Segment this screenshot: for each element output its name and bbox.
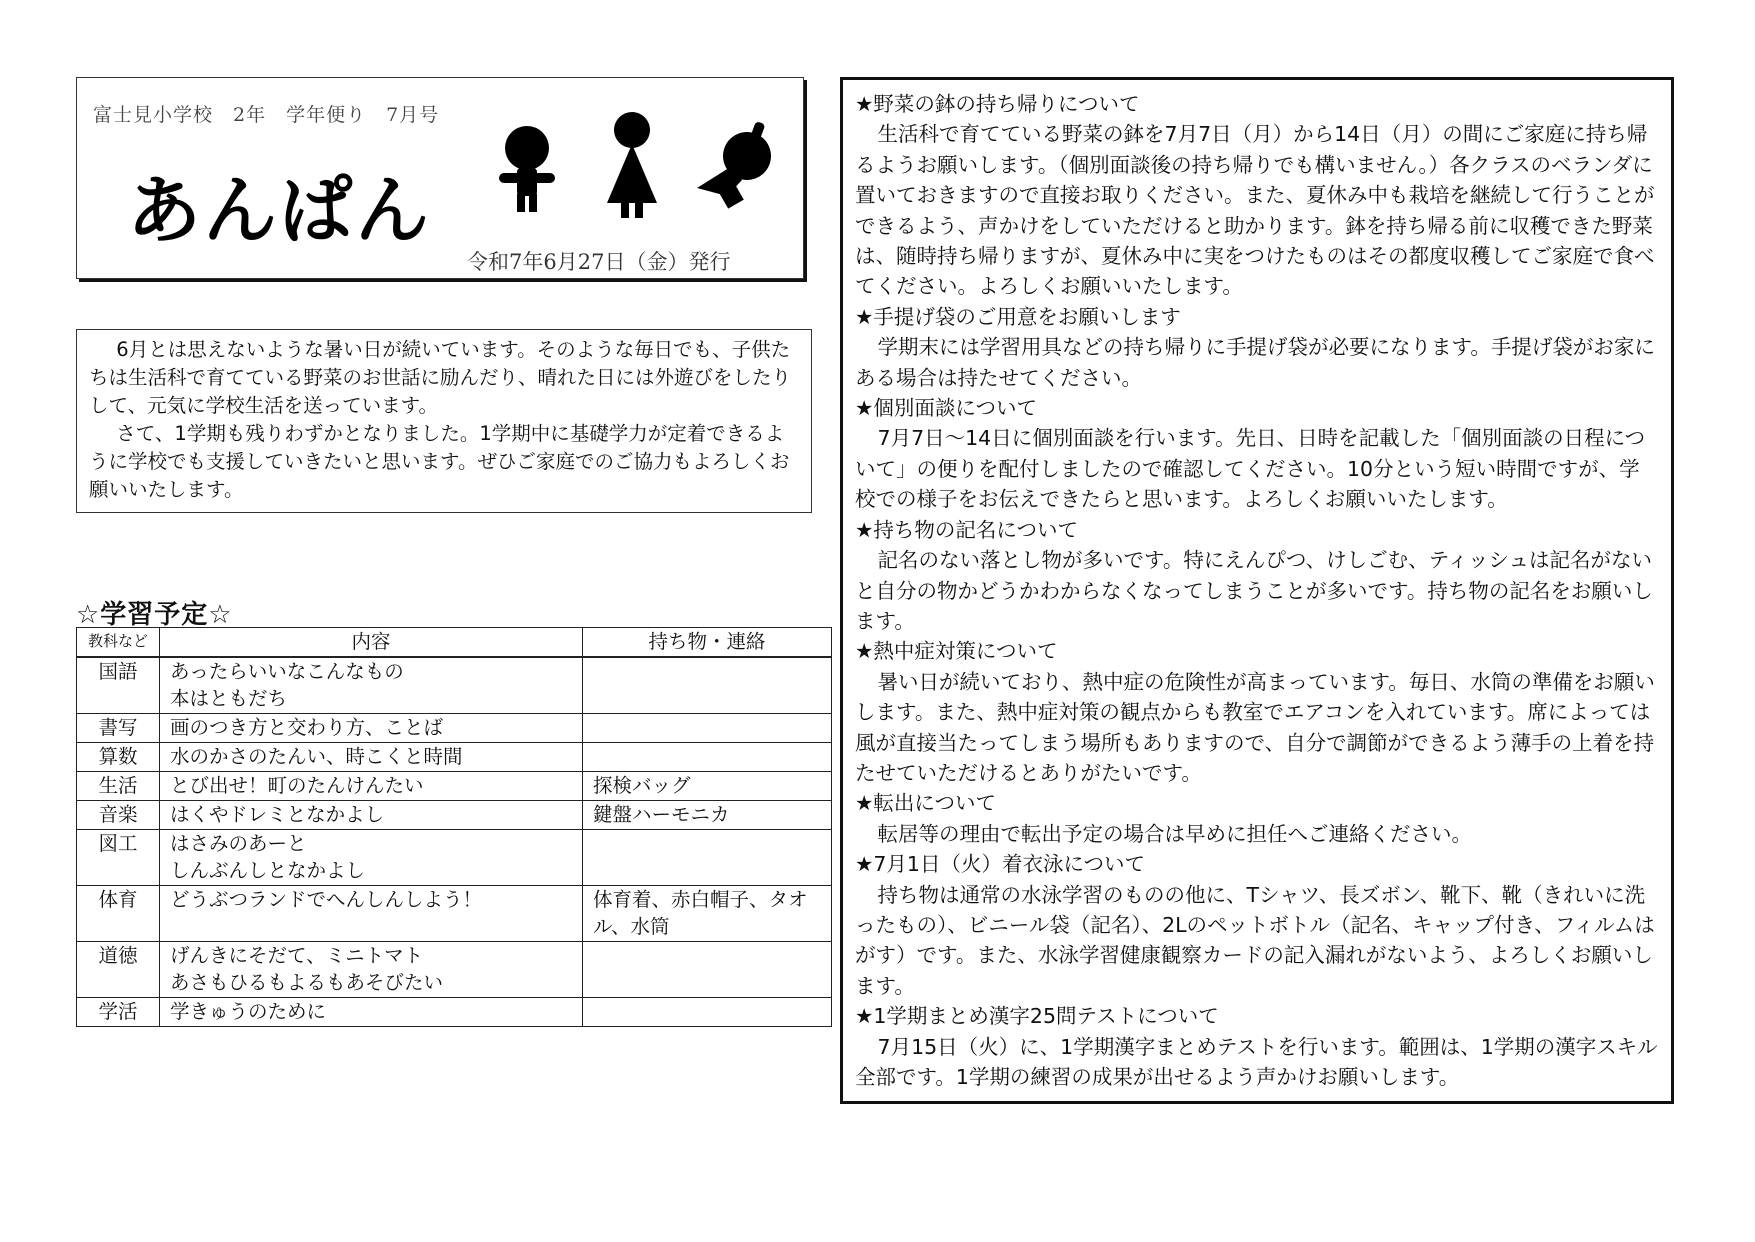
notice-heading: ★1学期まとめ漢字25問テストについて <box>855 1004 1219 1029</box>
content-cell <box>159 829 582 885</box>
header-subject: 教科など <box>77 628 160 658</box>
content-cell <box>159 713 582 742</box>
content-line: 本はともだち <box>169 687 287 710</box>
notices-panel <box>840 77 1674 1104</box>
notice-body: 7月7日～14日に個別面談を行います。先日、日時を記載した「個別面談の日程について」の便りを配付しましたので確認してください。10分という短い時間ですが、学校での様子をお伝えできたらと思います。よろしくお願いいたします。 <box>855 426 1646 512</box>
subject-cell: 体育 <box>77 885 160 941</box>
greeting-box <box>76 329 812 513</box>
header-content: 内容 <box>159 628 582 658</box>
items-cell: 探検バッグ <box>583 771 832 800</box>
content-line: どうぶつランドでへんしんしよう！ <box>169 887 482 911</box>
content-cell <box>159 771 582 800</box>
content-cell <box>159 657 582 713</box>
content-cell <box>159 742 582 771</box>
table-row <box>77 771 832 800</box>
greeting-paragraph: さて、1学期も残りわずかとなりました。1学期中に基礎学力が定着できるように学校でも支援していきたいと思います。ぜひご家庭でのご協力もよろしくお願いいたします。 <box>89 422 790 501</box>
items-cell <box>583 941 832 997</box>
header-items: 持ち物・連絡 <box>583 628 832 658</box>
subject-cell: 生活 <box>77 771 160 800</box>
content-cell <box>159 885 582 941</box>
notice-body: 7月15日（火）に、1学期漢字まとめテストを行います。範囲は、1学期の漢字スキル全部です。1学期の練習の成果が出せるよう声かけお願いします。 <box>855 1034 1658 1089</box>
notice-body: 暑い日が続いており、熱中症の危険性が高まっています。毎日、水筒の準備をお願いします。また、熱中症対策の観点からも教室でエアコンを入れています。席によっては風が直接当たってしまう場所もありますので、自分で調節ができるよう薄手の上着を持たせていただけるとありがたいです。 <box>855 669 1655 785</box>
items-cell <box>583 713 832 742</box>
notice-heading: ★手提げ袋のご用意をお願いします <box>855 304 1181 329</box>
notice-body: 生活科で育てている野菜の鉢を7月7日（月）から14日（月）の間にご家庭に持ち帰るようお願いします。（個別面談後の持ち帰りでも構いません。）各クラスのベランダに置いておきますので直接お取りください。また、夏休み中も栽培を継続して行うことができるよう、声かけをしていただけると助かります。鉢を持ち帰る前に収穫できた野菜は、随時持ち帰りますが、夏休み中に実をつけたものはその都度収穫してご家庭で食べてください。よろしくお願いいたします。 <box>855 122 1655 299</box>
table-row <box>77 829 832 885</box>
content-line: あさもひるもよるもあそびたい <box>169 970 443 994</box>
content-line: 学きゅうのために <box>169 999 326 1023</box>
subject-cell: 国語 <box>77 657 160 713</box>
notice-heading: ★転出について <box>855 791 996 816</box>
table-row <box>77 997 832 1026</box>
notice-heading: ★7月1日（火）着衣泳について <box>855 852 1146 877</box>
content-cell <box>159 941 582 997</box>
subject-cell: 図工 <box>77 829 160 885</box>
character-silhouette-3 <box>692 116 787 216</box>
content-line: はくやドレミとなかよし <box>169 802 385 826</box>
content-cell <box>159 997 582 1026</box>
notice-body: 学期末には学習用具などの持ち帰りに手提げ袋が必要になります。手提げ袋がお家にある場合は持たせてください。 <box>855 335 1655 390</box>
items-cell <box>583 997 832 1026</box>
notice-body: 転居等の理由で転出予定の場合は早めに担任へご連絡ください。 <box>877 821 1473 846</box>
content-line: しんぶんしとなかよし <box>169 858 365 882</box>
notice-body: 記名のない落とし物が多いです。特にえんぴつ、けしごむ、ティッシュは記名がないと自分の物かどうかわからなくなってしまうことが多いです。持ち物の記名をお願いします。 <box>855 548 1653 633</box>
content-line: あったらいいなこんなもの <box>169 660 404 683</box>
content-line: げんきにそだて、ミニトマト <box>169 943 424 967</box>
items-cell <box>583 829 832 885</box>
issue-date: 令和7年6月27日（金）発行 <box>467 250 731 274</box>
notice-heading: ★個別面談について <box>855 396 1037 421</box>
subject-cell: 算数 <box>77 742 160 771</box>
content-line: とび出せ！町のたんけんたい <box>169 773 424 797</box>
content-line: はさみのあーと <box>169 831 307 855</box>
notice-body: 持ち物は通常の水泳学習のものの他に、Tシャツ、長ズボン、靴下、靴（きれいに洗ったもの）、ビニール袋（記名）、2Lのペットボトル（記名、キャップ付き、フィルムはがす）です。また、水泳学習健康観察カードの記入漏れがないよう、よろしくお願いします。 <box>855 882 1655 998</box>
subject-cell: 学活 <box>77 997 160 1026</box>
items-cell: 鍵盤ハーモニカ <box>583 800 832 829</box>
items-cell: 体育着、赤白帽子、タオル、水筒 <box>583 885 832 941</box>
greeting-paragraph: 6月とは思えないような暑い日が続いています。そのような毎日でも、子供たちは生活科で育てている野菜のお世話に励んだり、晴れた日には外遊びをしたりして、元気に学校生活を送っています。 <box>89 338 792 417</box>
character-silhouette-2 <box>597 108 667 223</box>
table-row <box>77 742 832 771</box>
items-cell <box>583 742 832 771</box>
content-cell <box>159 800 582 829</box>
table-row <box>77 713 832 742</box>
table-row <box>77 941 832 997</box>
table-row <box>77 657 832 713</box>
notice-heading: ★野菜の鉢の持ち帰りについて <box>855 92 1140 116</box>
table-row <box>77 800 832 829</box>
subject-cell: 書写 <box>77 713 160 742</box>
content-line: 水のかさのたんい、時こくと時間 <box>169 744 463 768</box>
schedule-table <box>76 627 832 1027</box>
notice-heading: ★熱中症対策について <box>855 639 1058 664</box>
newsletter-title: あんぱん <box>127 168 431 254</box>
notice-heading: ★持ち物の記名について <box>855 517 1078 542</box>
table-row <box>77 885 832 941</box>
subject-cell: 道徳 <box>77 941 160 997</box>
newsletter-header <box>76 77 804 279</box>
character-silhouette-1 <box>487 118 567 218</box>
content-line: 画のつき方と交わり方、ことば <box>169 715 443 739</box>
school-line: 富士見小学校 2年 学年便り 7月号 <box>93 104 440 126</box>
subject-cell: 音楽 <box>77 800 160 829</box>
schedule-title: ☆学習予定☆ <box>76 600 233 630</box>
items-cell <box>583 657 832 713</box>
